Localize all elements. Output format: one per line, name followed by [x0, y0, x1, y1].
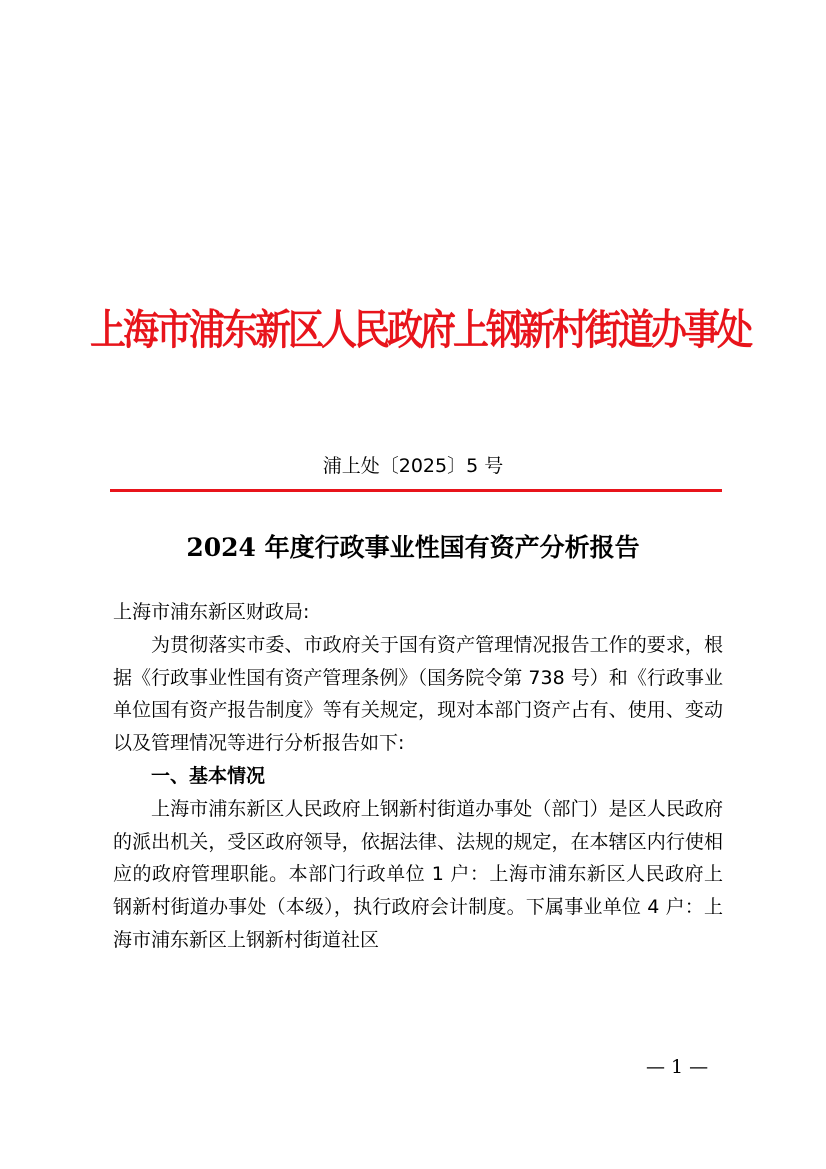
page-number: — 1 — [646, 1056, 709, 1078]
report-title: 2024 年度行政事业性国有资产分析报告 [186, 533, 640, 562]
document-number: 浦上处〔2025〕5 号 [322, 455, 504, 477]
section-heading-basic-info: 一、基本情况 [151, 764, 266, 787]
addressee: 上海市浦东新区财政局: [113, 601, 310, 623]
intro-paragraph: 为贯彻落实市委、市政府关于国有资产管理情况报告工作的要求，根据《行政事业性国有资产管理条例》（国务院令第 738 号）和《行政事业单位国有资产报告制度》等有关规定，现对本部门资产占有、使用、变动以及管理情况等进行分析报告如下: [113, 633, 723, 755]
basic-info-paragraph: 上海市浦东新区人民政府上钢新村街道办事处（部门）是区人民政府的派出机关，受区政府领导，依据法律、法规的规定，在本辖区内行使相应的政府管理职能。本部门行政单位 1 户：上海市浦东新区人民政府上钢新村街道办事处（本级），执行政府会计制度。下属事业单位 4 户：上海市浦东新区上钢新村街道社区 [113, 797, 723, 951]
red-divider-line [110, 489, 722, 492]
report-body [113, 596, 723, 957]
issuer-masthead: 上海市浦东新区人民政府上钢新村街道办事处 [90, 306, 751, 355]
